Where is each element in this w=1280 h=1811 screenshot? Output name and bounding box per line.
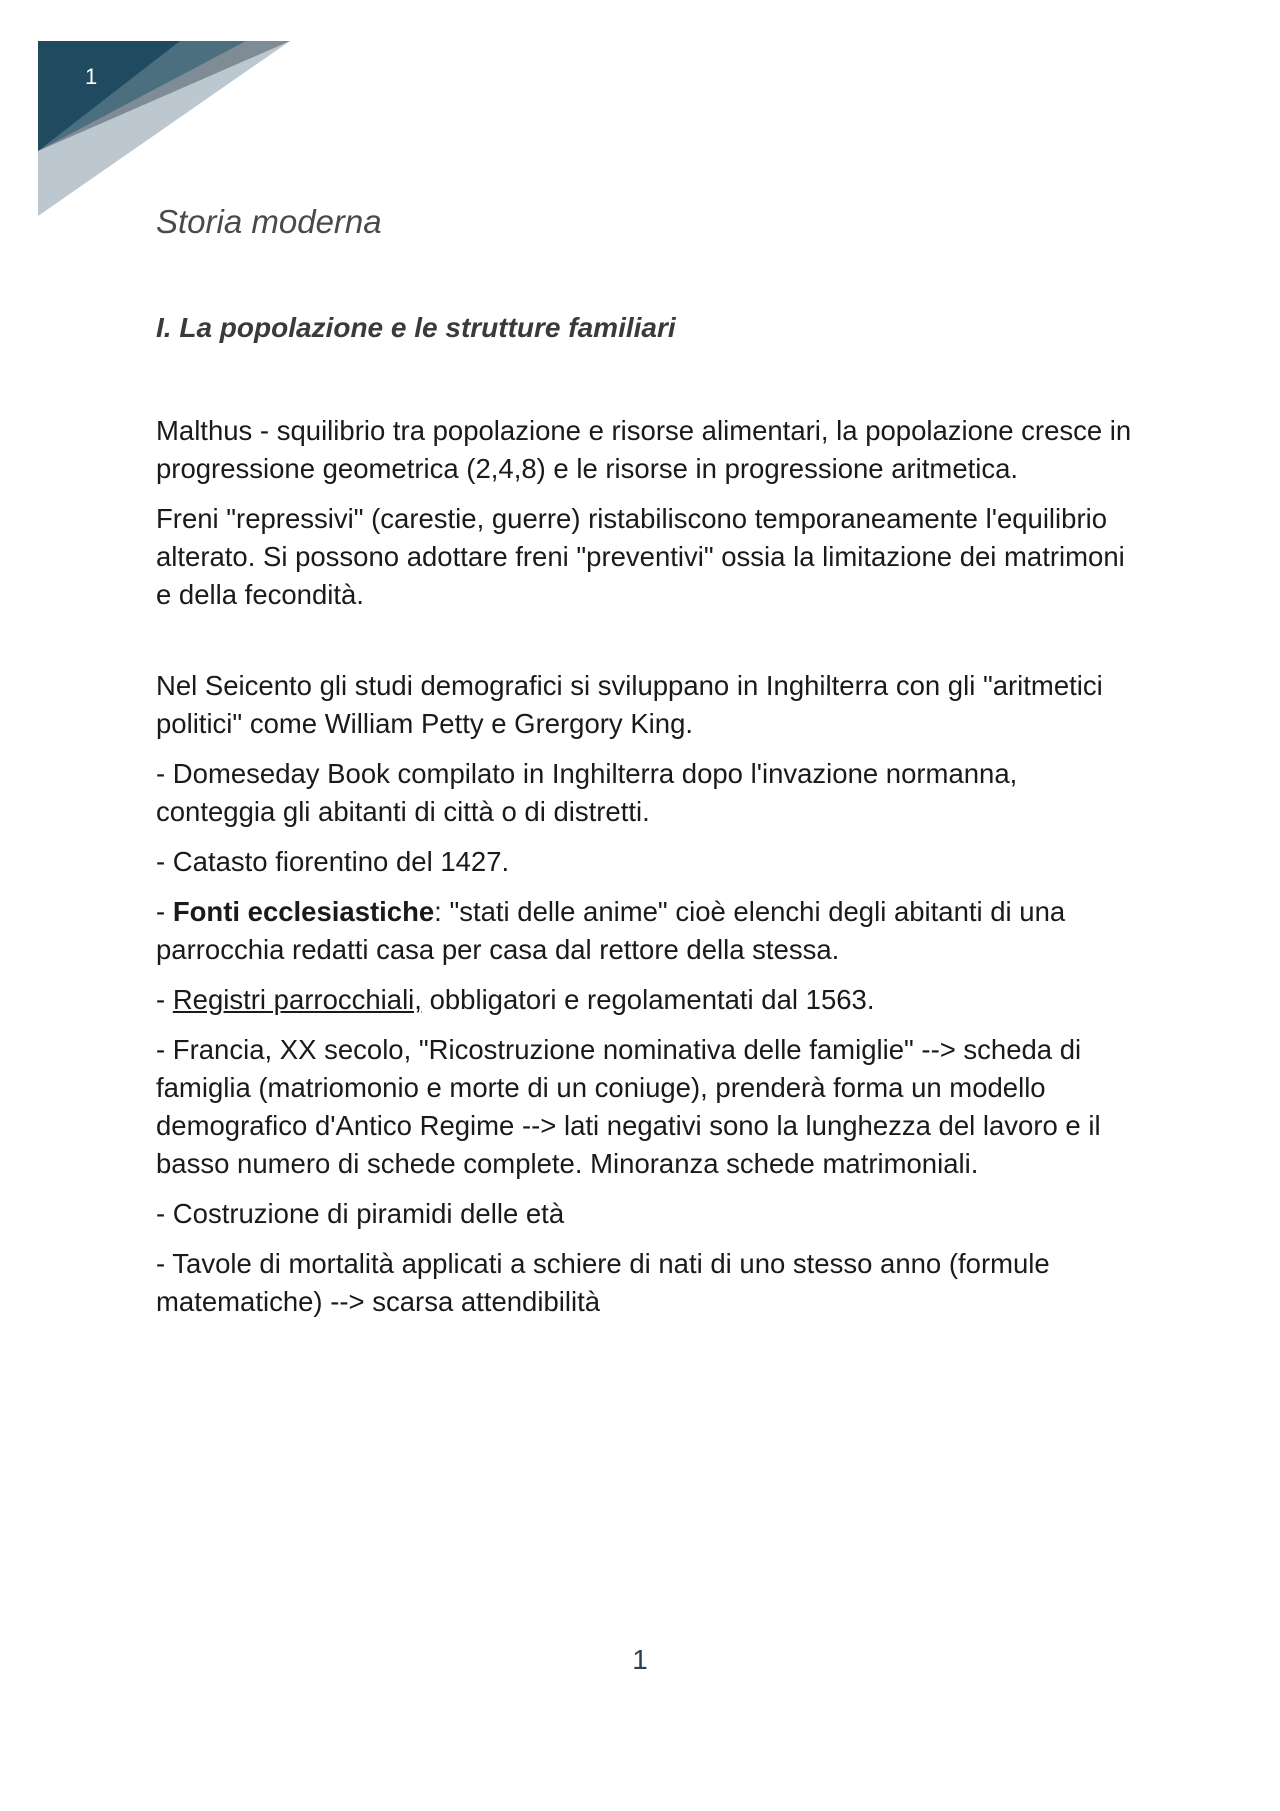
corner-decoration xyxy=(38,41,290,216)
paragraph-francia: - Francia, XX secolo, "Ricostruzione nominativa delle famiglie" --> scheda di famiglia (matriomonio e morte di un coniuge), prenderà forma un modello demografico d'Antico Regime --> lati negativi sono la lunghezza del lavoro e il basso numero di schede complete. Minoranza schede matrimoniali. xyxy=(156,1034,1101,1179)
paragraph-piramidi: - Costruzione di piramidi delle età xyxy=(156,1198,565,1229)
paragraph-text: obbligatori e regolamentati dal 1563. xyxy=(421,984,875,1015)
paragraph-tavole: - Tavole di mortalità applicati a schiere di nati di uno stesso anno (formule matematiche) --> scarsa attendibilità xyxy=(156,1248,1050,1317)
underlined-term: Registri parrocchiali, xyxy=(172,984,422,1015)
paragraph-seicento: Nel Seicento gli studi demografici si sviluppano in Inghilterra con gli "aritmetici politici" come William Petty e Grergory King. xyxy=(156,670,1103,739)
paragraph-freni: Freni "repressivi" (carestie, guerre) ristabiliscono temporaneamente l'equilibrio alterato. Si possono adottare freni "preventivi" ossia la limitazione dei matrimoni e della fecondità. xyxy=(156,503,1125,610)
paragraph-text: : "stati delle anime" cioè elenchi degli abitanti di una parrocchia redatti casa per casa dal rettore della stessa. xyxy=(156,896,1066,965)
paragraph-domeseday: - Domeseday Book compilato in Inghilterra dopo l'invazione normanna, conteggia gli abitanti di città o di distretti. xyxy=(156,758,1018,827)
section-heading: I. La popolazione e le strutture familiari xyxy=(156,312,676,343)
list-dash: - xyxy=(156,896,173,927)
bold-term: Fonti ecclesiastiche xyxy=(172,896,435,927)
document-body xyxy=(156,412,1136,1333)
paragraph-fonti-ecclesiastiche xyxy=(156,893,1136,969)
document-title: Storia moderna xyxy=(156,203,382,240)
paragraph-malthus: Malthus - squilibrio tra popolazione e risorse alimentari, la popolazione cresce in progressione geometrica (2,4,8) e le risorse in progressione aritmetica. xyxy=(156,415,1132,484)
paragraph-catasto: - Catasto fiorentino del 1427. xyxy=(156,846,510,877)
footer-page-number: 1 xyxy=(632,1644,648,1675)
corner-page-number: 1 xyxy=(85,64,98,89)
list-dash: - xyxy=(156,984,173,1015)
paragraph-registri xyxy=(156,981,1136,1019)
